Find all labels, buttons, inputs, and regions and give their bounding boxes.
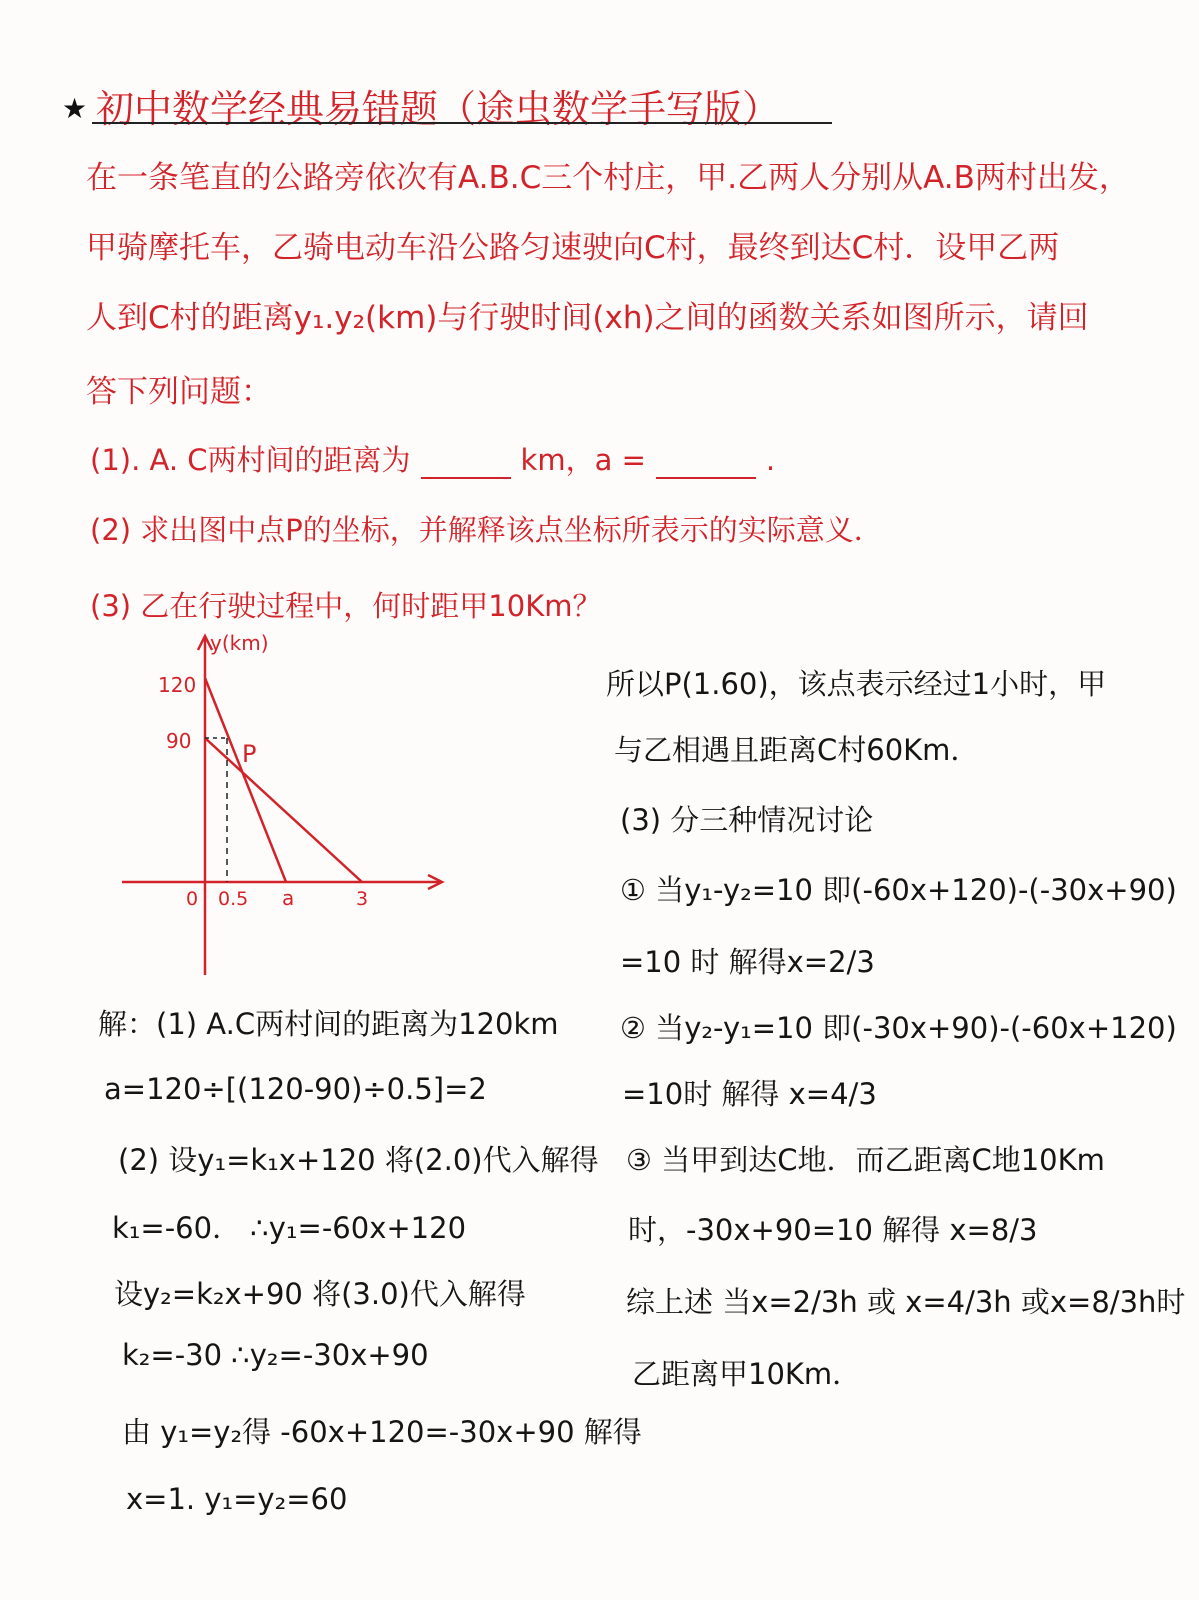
solution-right-9: 时，-30x+90=10 解得 x=8/3 xyxy=(628,1213,1038,1247)
question-1-text-a: (1). A. C两村间的距离为 xyxy=(90,443,411,477)
y-tick-120: 120 xyxy=(158,673,197,697)
star-icon: ★ xyxy=(62,92,88,125)
line-y1 xyxy=(205,678,286,882)
solution-right-6: ② 当y₂-y₁=10 即(-30x+90)-(-60x+120) xyxy=(620,1011,1177,1045)
question-1-text-b: km，a = xyxy=(520,443,646,477)
solution-left-3: (2) 设y₁=k₁x+120 将(2.0)代入解得 xyxy=(118,1143,599,1177)
solution-right-7: =10时 解得 x=4/3 xyxy=(622,1077,877,1111)
solution-right-4: ① 当y₁-y₂=10 即(-60x+120)-(-30x+90) xyxy=(620,873,1177,907)
solution-right-11: 乙距离甲10Km． xyxy=(632,1357,862,1391)
question-2: (2) 求出图中点P的坐标，并解释该点坐标所表示的实际意义． xyxy=(90,513,883,547)
solution-left-6: k₂=-30 ∴y₂=-30x+90 xyxy=(122,1338,429,1372)
function-graph xyxy=(110,620,470,990)
solution-left-2: a=120÷[(120-90)÷0.5]=2 xyxy=(104,1072,487,1106)
page-title: 初中数学经典易错题（途虫数学手写版） xyxy=(96,87,781,131)
point-p-label: P xyxy=(242,740,257,768)
solution-right-3: (3) 分三种情况讨论 xyxy=(620,803,874,837)
solution-left-1: 解：(1) A.C两村间的距离为120km xyxy=(98,1007,559,1041)
y-tick-90: 90 xyxy=(166,729,192,753)
solution-left-7: 由 y₁=y₂得 -60x+120=-30x+90 解得 xyxy=(122,1415,642,1449)
solution-right-10: 综上述 当x=2/3h 或 x=4/3h 或x=8/3h时 xyxy=(626,1285,1186,1319)
problem-line-4: 答下列问题： xyxy=(86,374,272,410)
problem-line-3: 人到C村的距离y₁.y₂(km)与行驶时间(xh)之间的函数关系如图所示，请回 xyxy=(86,300,1089,336)
problem-line-2: 甲骑摩托车，乙骑电动车沿公路匀速驶向C村，最终到达C村．设甲乙两 xyxy=(86,230,1060,266)
question-1 xyxy=(90,438,775,479)
line-y2 xyxy=(205,738,362,882)
solution-right-1: 所以P(1.60)，该点表示经过1小时，甲 xyxy=(606,667,1107,701)
solution-left-5: 设y₂=k₂x+90 将(3.0)代入解得 xyxy=(114,1277,526,1311)
title-underline xyxy=(92,122,832,124)
x-tick-a: a xyxy=(282,886,295,910)
x-tick-0-5: 0.5 xyxy=(218,888,249,910)
y-axis-label: y(km) xyxy=(210,631,269,655)
solution-right-2: 与乙相遇且距离C村60Km． xyxy=(614,733,980,767)
solution-right-5: =10 时 解得x=2/3 xyxy=(620,945,875,979)
solution-left-8: x=1. y₁=y₂=60 xyxy=(126,1482,348,1516)
answer-blank-distance xyxy=(421,451,511,479)
solution-left-4: k₁=-60． ∴y₁=-60x+120 xyxy=(112,1211,467,1245)
origin-label: 0 xyxy=(186,888,199,910)
solution-right-8: ③ 当甲到达C地．而乙距离C地10Km xyxy=(626,1143,1105,1177)
x-tick-3: 3 xyxy=(356,888,369,910)
problem-line-1: 在一条笔直的公路旁依次有A.B.C三个村庄，甲.乙两人分别从A.B两村出发， xyxy=(86,160,1130,196)
question-1-text-c: . xyxy=(765,443,776,477)
answer-blank-a xyxy=(656,451,756,479)
question-3: (3) 乙在行驶过程中，何时距甲10Km？ xyxy=(90,589,602,623)
